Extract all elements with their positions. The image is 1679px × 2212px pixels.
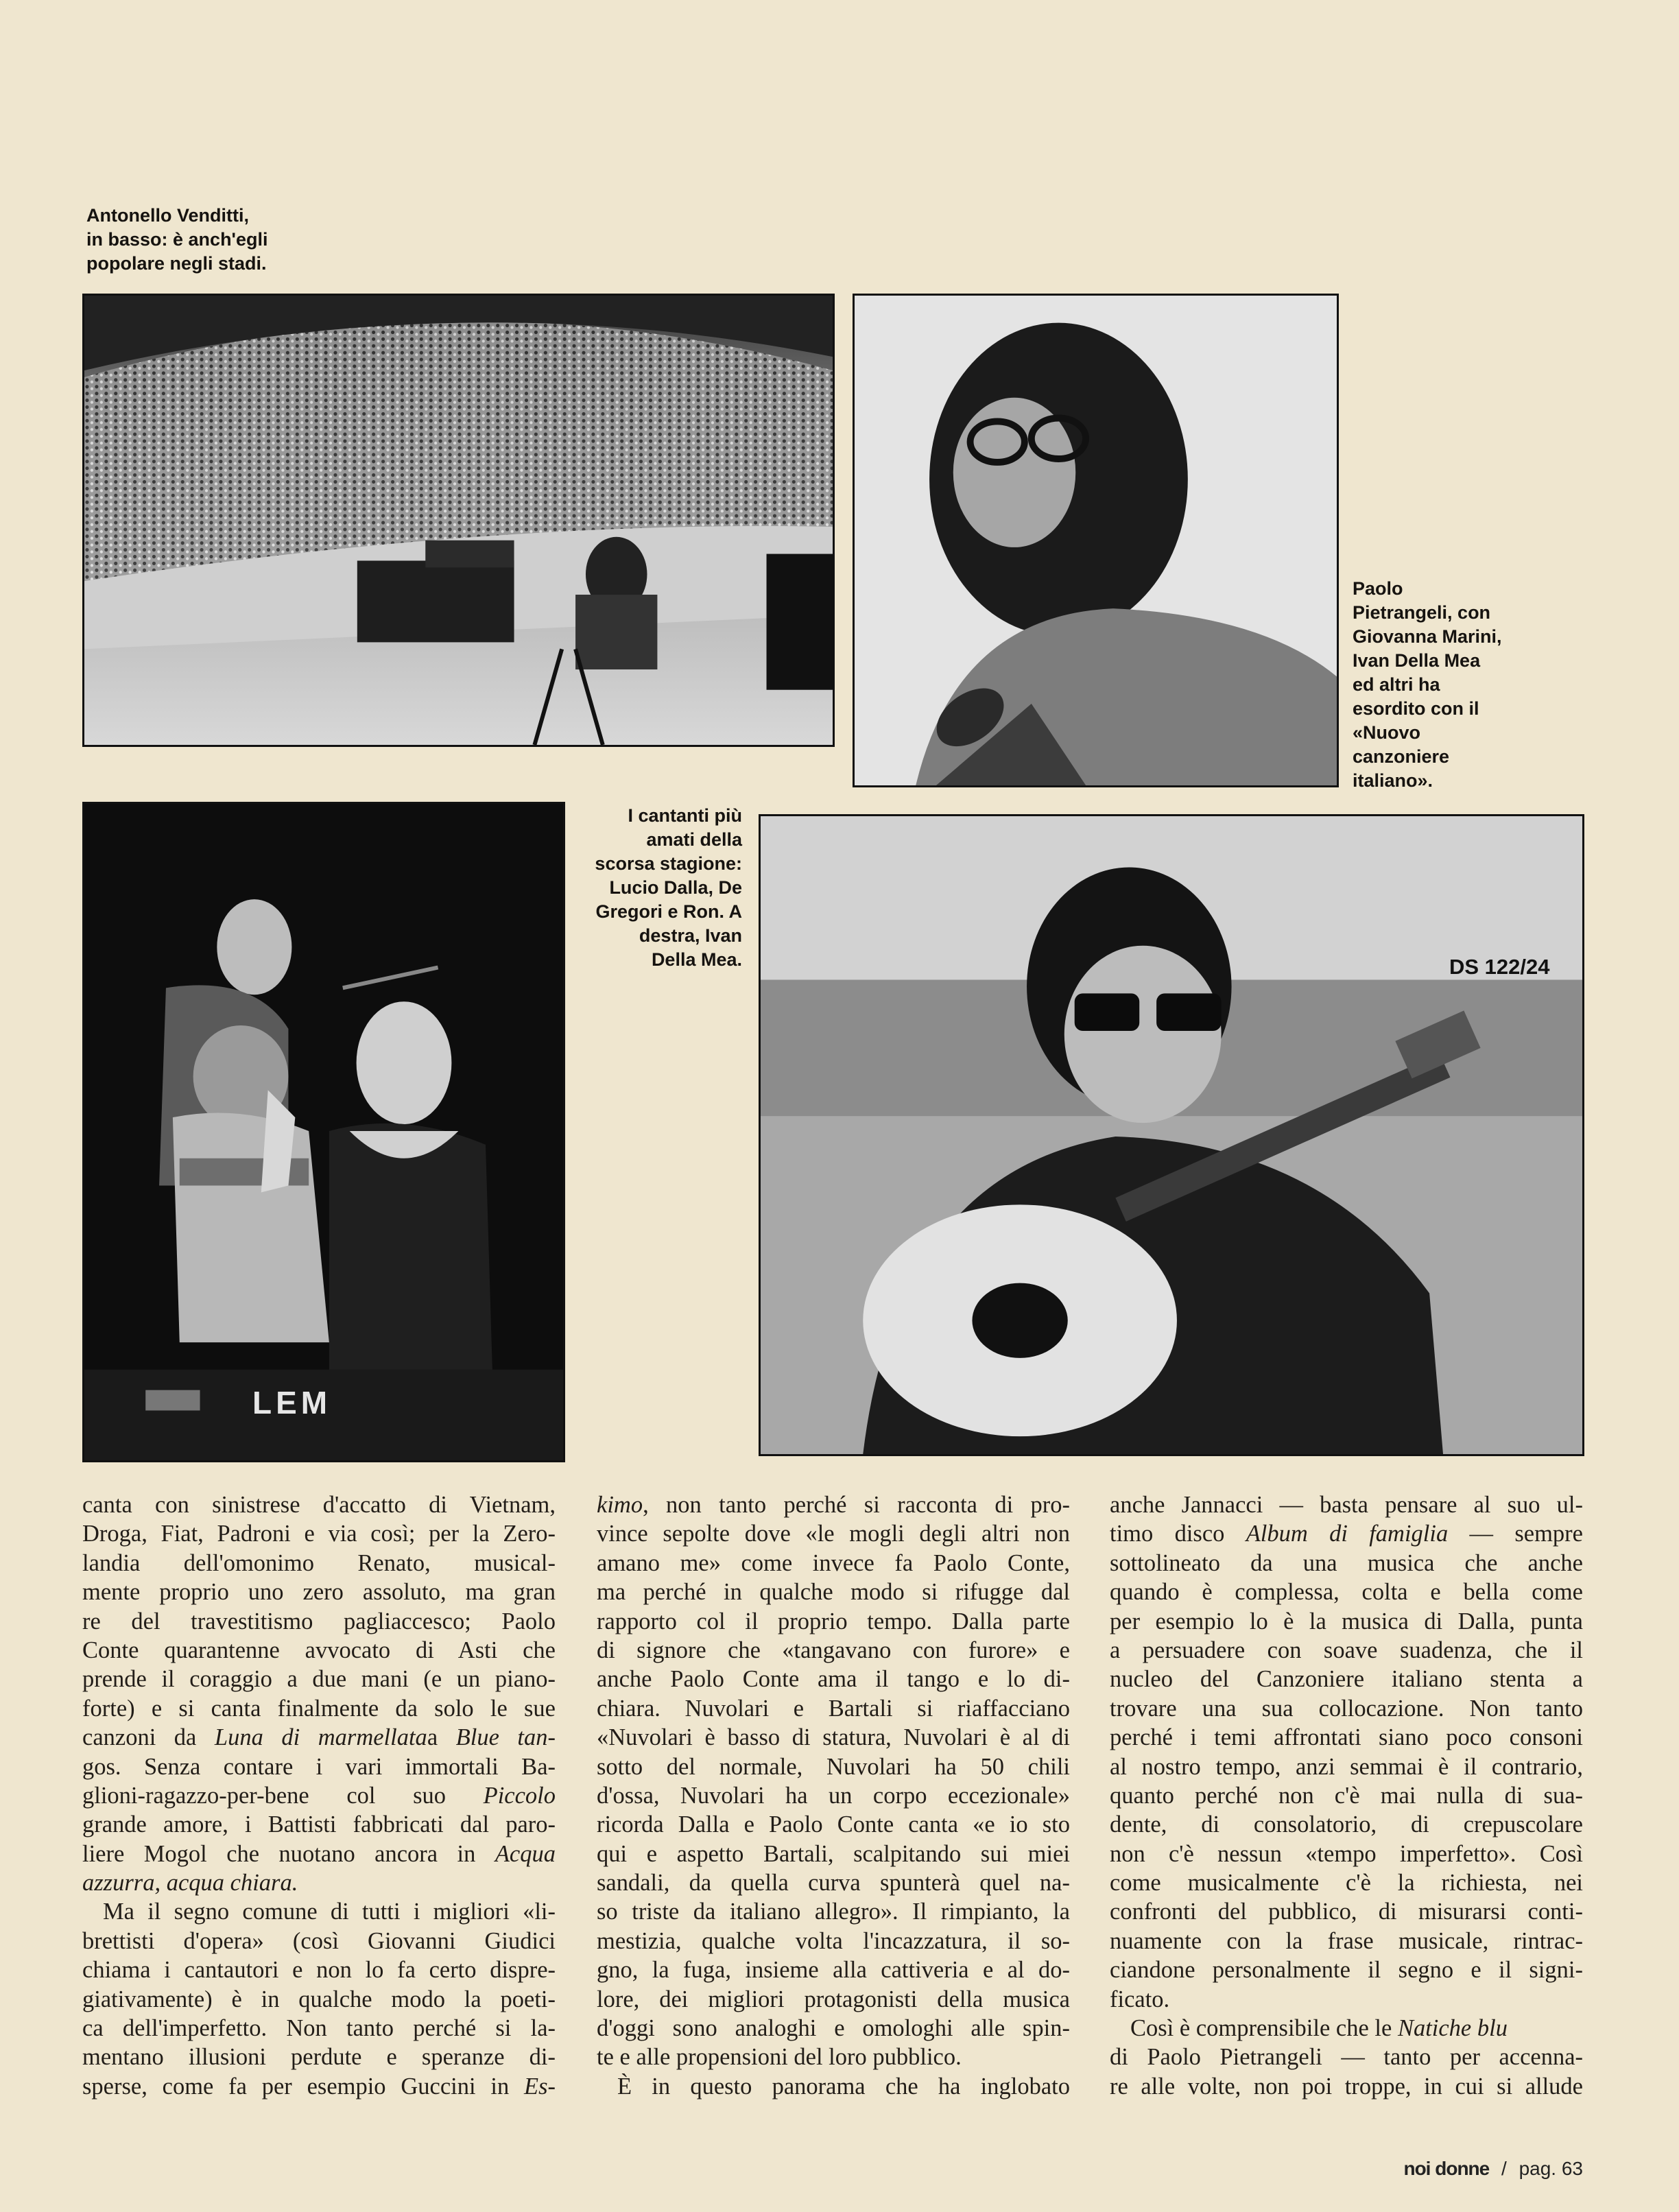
text-line: di signore che «tangavano con furore» e	[597, 1637, 1070, 1663]
text-line: Droga, Fiat, Padroni e via così; per la Zero-	[82, 1521, 556, 1547]
text-column-1	[82, 1490, 556, 2101]
text-segment: timo disco	[1110, 1521, 1225, 1547]
text-line: nuamente con la frase musicale, rintrac-	[1110, 1927, 1583, 1954]
text-column-3	[1110, 1490, 1583, 2101]
pietrangeli-image	[855, 296, 1337, 785]
italic-title: Blue tan-	[455, 1724, 556, 1751]
stadium-image	[84, 296, 833, 745]
text-column-2	[597, 1490, 1070, 2101]
text-line: amano me» come invece fa Paolo Conte,	[597, 1549, 1070, 1576]
caption-line: amati della	[646, 829, 742, 850]
text-line: te e alle propensioni del loro pubblico.	[597, 2044, 962, 2071]
text-line	[82, 1840, 556, 1868]
caption-line: Antonello Venditti,	[86, 205, 249, 226]
caption-line: Ivan Della Mea	[1353, 650, 1481, 671]
text-segment: Così è comprensibile che le	[1130, 2015, 1392, 2042]
text-line: vince sepolte dove «le mogli degli altri non	[597, 1521, 1070, 1547]
text-line: landia dell'omonimo Renato, musical-	[82, 1549, 556, 1576]
caption-line: Della Mea.	[651, 949, 742, 970]
text-line: lore, dei migliori protagonisti della musica	[597, 1986, 1070, 2012]
caption-pietrangeli	[1353, 577, 1502, 793]
text-segment: canzoni da	[82, 1724, 197, 1751]
text-line	[82, 1868, 556, 1897]
text-segment: sperse, come fa per esempio Guccini in	[82, 2073, 510, 2100]
text-line: quanto perché non c'è mai nulla di sua-	[1110, 1782, 1583, 1809]
caption-line: in basso: è anch'egli	[86, 229, 268, 250]
text-line: chiama i cantautori e non lo fa certo dispre-	[82, 1957, 556, 1984]
text-line: Ma il segno comune di tutti i migliori «li-	[103, 1899, 556, 1925]
italic-title: Acqua	[495, 1840, 556, 1867]
italic-title: Es-	[524, 2073, 556, 2100]
text-segment: a	[427, 1724, 438, 1751]
text-line: nucleo del Canzoniere italiano stenta a	[1110, 1666, 1583, 1693]
caption-line: italiano».	[1353, 770, 1433, 791]
caption-line: Pietrangeli, con	[1353, 602, 1491, 623]
italic-title: kimo	[597, 1492, 643, 1518]
text-line: ma perché in qualche modo si rifugge dal	[597, 1579, 1070, 1606]
keyboard-brand-mark: LEM	[252, 1385, 332, 1420]
text-segment: — sempre	[1448, 1521, 1583, 1547]
text-line: chiara. Nuvolari e Bartali si riaffacciano	[597, 1695, 1070, 1722]
caption-line: Giovanna Marini,	[1353, 626, 1502, 647]
text-segment: , non tanto perché si racconta di pro-	[643, 1492, 1070, 1518]
text-line: come musicalmente c'è la richiesta, nei	[1110, 1870, 1583, 1896]
text-line: sottolineato da una musica che anche	[1110, 1549, 1583, 1576]
text-line: ciandone personalmente il segno e il signi-	[1110, 1957, 1583, 1984]
text-line: gos. Senza contare i vari immortali Ba-	[82, 1753, 556, 1780]
caption-line: canzoniere	[1353, 746, 1450, 767]
caption-line: scorsa stagione:	[595, 853, 742, 874]
text-line: anche Jannacci — basta pensare al suo ul-	[1110, 1492, 1583, 1518]
text-line: prende il coraggio a due mani (e un piano-	[82, 1666, 556, 1693]
text-line: mentano illusioni perdute e speranze di-	[82, 2044, 556, 2071]
italic-title: azzurra, acqua chiara.	[82, 1870, 298, 1896]
caption-line: Gregori e Ron. A	[595, 901, 742, 922]
caption-line: «Nuovo	[1353, 722, 1421, 743]
text-line: gno, la fuga, insieme alla cattiveria e al do-	[597, 1957, 1070, 1984]
text-line: al nostro tempo, anzi semmai è il contrario,	[1110, 1753, 1583, 1780]
text-line: confronti del pubblico, di misurarsi conti-	[1110, 1899, 1583, 1925]
italic-title: Luna di marmellata	[214, 1724, 427, 1751]
text-line: re del travestitismo pagliaccesco; Paolo	[82, 1608, 556, 1634]
text-line	[1110, 2014, 1583, 2043]
text-line: per esempio lo è la musica di Dalla, punta	[1110, 1608, 1583, 1634]
text-line: sotto del normale, Nuvolari ha 50 chili	[597, 1753, 1070, 1780]
photo-pietrangeli	[853, 294, 1339, 787]
text-line: canta con sinistrese d'accatto di Vietnam,	[82, 1492, 556, 1518]
text-line: perché i temi affrontati siano poco consoni	[1110, 1724, 1583, 1751]
photo-della-mea	[759, 814, 1584, 1456]
text-line: Conte quarantenne avvocato di Asti che	[82, 1637, 556, 1663]
italic-title: Natiche blu	[1397, 2015, 1508, 2042]
text-line: giativamente) è in qualche modo la poeti-	[82, 1986, 556, 2012]
text-line: mente proprio uno zero assoluto, ma gran	[82, 1579, 556, 1606]
text-line: sandali, da quella curva spunterà quel na-	[597, 1870, 1070, 1896]
text-line: a persuadere con soave suadenza, che il	[1110, 1637, 1583, 1663]
text-line	[82, 2072, 556, 2101]
photo-stadium-concert	[82, 294, 835, 747]
text-segment: liere Mogol che nuotano ancora in	[82, 1840, 476, 1867]
record-code-mark: DS 122/24	[1449, 955, 1550, 979]
caption-line: I cantanti più	[628, 805, 742, 826]
caption-line: esordito con il	[1353, 698, 1479, 719]
text-line: forte) e si canta finalmente da solo le sue	[82, 1695, 556, 1722]
page-footer	[1403, 2158, 1583, 2180]
singers-image	[84, 804, 563, 1460]
della-mea-image	[761, 816, 1582, 1454]
text-line: di Paolo Pietrangeli — tanto per accenna-	[1110, 2044, 1583, 2071]
text-line: trovare una sua collocazione. Non tanto	[1110, 1695, 1583, 1722]
text-line: non c'è nessun «tempo imperfetto». Così	[1110, 1840, 1583, 1867]
footer-separator: /	[1501, 2158, 1507, 2179]
caption-line: Paolo	[1353, 578, 1403, 599]
text-line: qui e aspetto Bartali, scalpitando sui miei	[597, 1840, 1070, 1867]
caption-line: popolare negli stadi.	[86, 253, 267, 274]
text-line: rapporto col il proprio tempo. Dalla parte	[597, 1608, 1070, 1634]
text-line: dente, di consolatorio, di crepuscolare	[1110, 1811, 1583, 1838]
text-line: brettisti d'opera» (così Giovanni Giudici	[82, 1927, 556, 1954]
caption-line: ed altri ha	[1353, 674, 1440, 695]
text-line: ca dell'imperfetto. Non tanto perché si la-	[82, 2015, 556, 2042]
text-line: ricorda Dalla e Paolo Conte canta «e io sto	[597, 1811, 1070, 1838]
text-line	[1110, 1519, 1583, 1548]
text-line: È in questo panorama che ha inglobato	[617, 2073, 1070, 2100]
text-line: d'oggi sono analoghi e omologhi alle spin-	[597, 2015, 1070, 2042]
text-line: mestizia, qualche volta l'incazzatura, il so-	[597, 1927, 1070, 1954]
page-number: pag. 63	[1519, 2158, 1583, 2179]
italic-title: Album di famiglia	[1246, 1521, 1449, 1547]
caption-line: destra, Ivan	[639, 925, 742, 946]
text-line: d'ossa, Nuvolari ha un corpo eccezionale»	[597, 1782, 1070, 1809]
caption-line: Lucio Dalla, De	[609, 877, 742, 898]
magazine-brand: noi donne	[1403, 2158, 1490, 2179]
caption-venditti	[86, 204, 268, 276]
text-line	[82, 1723, 556, 1752]
text-line: grande amore, i Battisti fabbricati dal paro-	[82, 1811, 556, 1838]
text-line	[597, 1490, 1070, 1519]
caption-cantanti	[568, 804, 742, 972]
text-segment: glioni-ragazzo-per-bene col suo	[82, 1782, 446, 1809]
text-line: anche Paolo Conte ama il tango e lo di-	[597, 1666, 1070, 1693]
italic-title: Piccolo	[483, 1782, 556, 1809]
text-line: re alle volte, non poi troppe, in cui si allude	[1110, 2073, 1583, 2100]
text-line: quando è complessa, colta e bella come	[1110, 1579, 1583, 1606]
text-line: ficato.	[1110, 1986, 1170, 2012]
text-line	[82, 1781, 556, 1810]
photo-dalla-degregori-ron	[82, 802, 565, 1462]
text-line: so triste da italiano allegro». Il rimpianto, la	[597, 1899, 1070, 1925]
text-line: «Nuvolari è basso di statura, Nuvolari è al di	[597, 1724, 1070, 1751]
